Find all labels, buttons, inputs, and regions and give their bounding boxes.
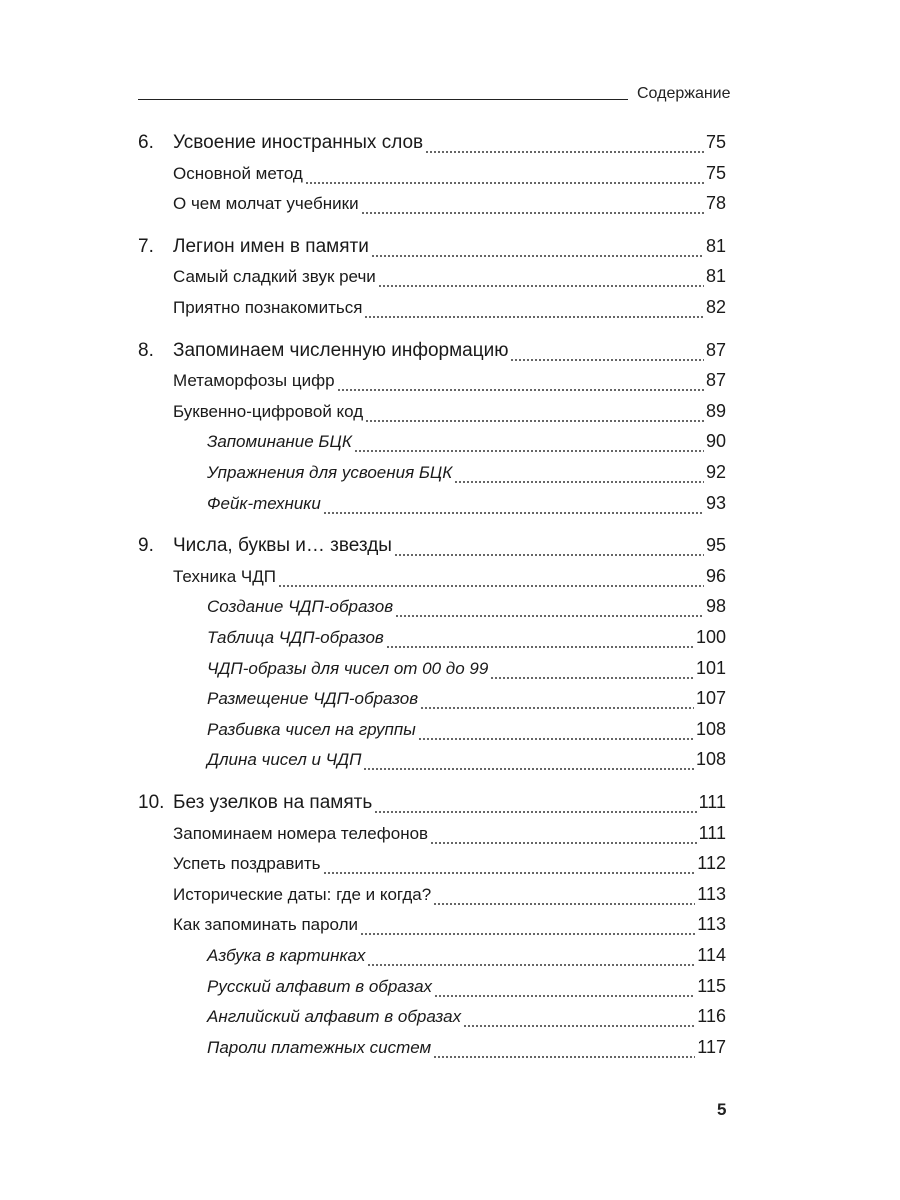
chapter-entry-label <box>138 792 372 814</box>
chapter-entry <box>138 340 726 368</box>
section-entry-title: Самый сладкий звук речи <box>173 267 376 287</box>
subsection-entry-label <box>207 720 416 740</box>
dot-leader <box>386 646 694 648</box>
dot-leader <box>354 450 704 452</box>
dot-leader <box>371 255 704 257</box>
subsection-entry <box>207 1037 726 1065</box>
subsection-entry-page: 115 <box>697 975 726 996</box>
section-entry-page: 113 <box>697 883 726 904</box>
section-entry-title: О чем молчат учебники <box>173 194 359 214</box>
subsection-entry-label <box>207 628 384 648</box>
section-entry <box>173 884 726 912</box>
subsection-entry-page: 98 <box>705 596 726 617</box>
section-entry-title: Метаморфозы цифр <box>173 371 335 391</box>
dot-leader <box>323 872 696 874</box>
section-entry-label <box>173 824 428 844</box>
dot-leader <box>395 615 704 617</box>
section-entry-label <box>173 885 431 905</box>
header-section-title: Содержание <box>637 85 731 102</box>
subsection-entry-label <box>207 432 352 452</box>
subsection-entry <box>207 688 726 716</box>
dot-leader <box>278 585 704 587</box>
section-entry-page: 81 <box>705 266 726 287</box>
chapter-entry <box>138 236 726 264</box>
subsection-entry-page: 93 <box>705 492 726 513</box>
subsection-entry-title: Разбивка чисел на группы <box>207 719 416 739</box>
section-entry-title: Основной метод <box>173 163 303 183</box>
subsection-entry-label <box>207 659 488 679</box>
dot-leader <box>463 1025 695 1027</box>
dot-leader <box>361 212 704 214</box>
subsection-entry-page: 101 <box>695 657 726 678</box>
subsection-entry-title: Азбука в картинках <box>207 946 366 965</box>
dot-leader <box>454 481 704 483</box>
section-entry <box>173 823 726 851</box>
chapter-entry-title: Запоминаем численную информацию <box>173 339 509 361</box>
section-entry-title: Успеть поздравить <box>173 854 321 874</box>
chapter-entry-page: 95 <box>705 535 726 556</box>
section-entry <box>173 566 726 594</box>
dot-leader <box>420 707 694 709</box>
section-entry <box>173 914 726 942</box>
section-entry <box>173 266 726 294</box>
subsection-entry-label <box>207 977 432 997</box>
chapter-number: 9. <box>138 535 154 557</box>
section-entry-label <box>173 567 276 587</box>
subsection-entry-page: 116 <box>697 1006 726 1027</box>
section-entry-label <box>173 915 358 935</box>
subsection-entry <box>207 719 726 747</box>
section-entry-label <box>173 402 363 422</box>
subsection-entry-label <box>207 689 418 709</box>
dot-leader <box>394 554 704 556</box>
subsection-entry <box>207 462 726 490</box>
subsection-entry-page: 117 <box>697 1036 726 1057</box>
subsection-entry <box>207 627 726 655</box>
chapter-entry <box>138 132 726 160</box>
page-number: 5 <box>717 1100 727 1119</box>
dot-leader <box>378 285 704 287</box>
dot-leader <box>434 995 695 997</box>
chapter-entry-page: 81 <box>705 235 726 256</box>
chapter-number: 10. <box>138 792 165 813</box>
subsection-entry <box>207 1006 726 1034</box>
section-entry-title: Запоминаем номера телефонов <box>173 823 429 843</box>
dot-leader <box>433 903 695 905</box>
section-entry <box>173 193 726 221</box>
section-entry <box>173 401 726 429</box>
dot-leader <box>510 359 704 361</box>
section-entry-label <box>173 267 376 287</box>
dot-leader <box>374 811 696 813</box>
section-entry <box>173 370 726 398</box>
section-entry <box>173 853 726 881</box>
dot-leader <box>364 316 704 318</box>
subsection-entry-page: 107 <box>695 688 726 709</box>
subsection-entry-title: Размещение ЧДП-образов <box>207 689 419 709</box>
chapter-entry <box>138 792 726 820</box>
subsection-entry-label <box>207 750 361 770</box>
subsection-entry-page: 108 <box>695 749 726 770</box>
dot-leader <box>430 842 697 844</box>
dot-leader <box>305 182 704 184</box>
subsection-entry-label <box>207 1007 461 1027</box>
subsection-entry-page: 90 <box>705 431 726 452</box>
subsection-entry-page: 114 <box>697 945 726 965</box>
section-entry-page: 89 <box>705 400 726 421</box>
dot-leader <box>367 964 695 966</box>
chapter-entry-title: Без узелков на память <box>173 792 373 813</box>
section-entry-title: Как запоминать пароли <box>173 915 359 935</box>
subsection-entry-title: Запоминание БЦК <box>207 432 352 452</box>
chapter-entry-label <box>138 132 423 154</box>
chapter-entry-title: Усвоение иностранных слов <box>173 132 424 153</box>
section-entry-title: Приятно познакомиться <box>173 298 363 317</box>
section-entry-label <box>173 854 321 874</box>
subsection-entry-title: Создание ЧДП-образов <box>207 597 394 617</box>
subsection-entry <box>207 431 726 459</box>
subsection-entry-title: Пароли платежных систем <box>207 1037 432 1057</box>
section-entry-label <box>173 298 362 318</box>
section-entry-label <box>173 164 303 184</box>
chapter-number: 6. <box>138 132 154 153</box>
dot-leader <box>360 933 695 935</box>
chapter-entry-label <box>138 340 508 362</box>
chapter-entry-page: 75 <box>705 132 726 152</box>
section-entry-page: 78 <box>705 193 726 214</box>
section-entry-page: 113 <box>697 914 726 935</box>
dot-leader <box>363 768 694 770</box>
section-entry-page: 96 <box>705 565 726 586</box>
chapter-entry-label <box>138 535 392 557</box>
subsection-entry-label <box>207 946 365 966</box>
subsection-entry <box>207 596 726 624</box>
subsection-entry-title: Длина чисел и ЧДП <box>207 750 362 770</box>
section-entry-page: 111 <box>698 822 726 843</box>
subsection-entry-page: 100 <box>695 627 726 647</box>
subsection-entry-label <box>207 494 321 514</box>
section-entry-label <box>173 194 359 214</box>
section-entry-label <box>173 371 335 391</box>
subsection-entry-title: ЧДП-образы для чисел от 00 до 99 <box>207 658 489 678</box>
section-entry-page: 112 <box>697 853 726 874</box>
chapter-entry <box>138 535 726 563</box>
subsection-entry <box>207 493 726 521</box>
chapter-entry-label <box>138 236 369 258</box>
subsection-entry-label <box>207 1038 431 1058</box>
subsection-entry-label <box>207 463 452 483</box>
section-entry-title: Исторические даты: где и когда? <box>173 884 432 904</box>
subsection-entry-title: Упражнения для усвоения БЦК <box>207 463 453 482</box>
subsection-entry <box>207 976 726 1004</box>
subsection-entry-page: 92 <box>705 462 726 482</box>
dot-leader <box>425 151 704 153</box>
chapter-entry-title: Числа, буквы и… звезды <box>173 535 392 557</box>
subsection-entry <box>207 945 726 973</box>
section-entry-title: Техника ЧДП <box>173 566 276 586</box>
dot-leader <box>433 1056 695 1058</box>
dot-leader <box>365 420 704 422</box>
subsection-entry-label <box>207 597 393 617</box>
subsection-entry <box>207 749 726 777</box>
subsection-entry <box>207 658 726 686</box>
chapter-entry-title: Легион имен в памяти <box>173 235 369 257</box>
subsection-entry-title: Фейк-техники <box>207 493 321 513</box>
section-entry-page: 87 <box>705 370 726 391</box>
chapter-number: 7. <box>138 235 154 257</box>
section-entry-title: Буквенно-цифровой код <box>173 401 364 421</box>
chapter-entry-page: 87 <box>705 339 726 360</box>
section-entry-page: 75 <box>705 162 726 183</box>
chapter-number: 8. <box>138 339 154 361</box>
subsection-entry-title: Таблица ЧДП-образов <box>207 628 384 647</box>
section-entry <box>173 163 726 191</box>
dot-leader <box>323 512 704 514</box>
dot-leader <box>490 677 694 679</box>
chapter-entry-page: 111 <box>698 792 726 812</box>
subsection-entry-title: Английский алфавит в образах <box>207 1007 462 1027</box>
subsection-entry-page: 108 <box>695 718 726 739</box>
subsection-entry-title: Русский алфавит в образах <box>207 976 433 996</box>
dot-leader <box>418 738 694 740</box>
section-entry <box>173 297 726 325</box>
dot-leader <box>337 389 704 391</box>
section-entry-page: 82 <box>705 297 726 317</box>
